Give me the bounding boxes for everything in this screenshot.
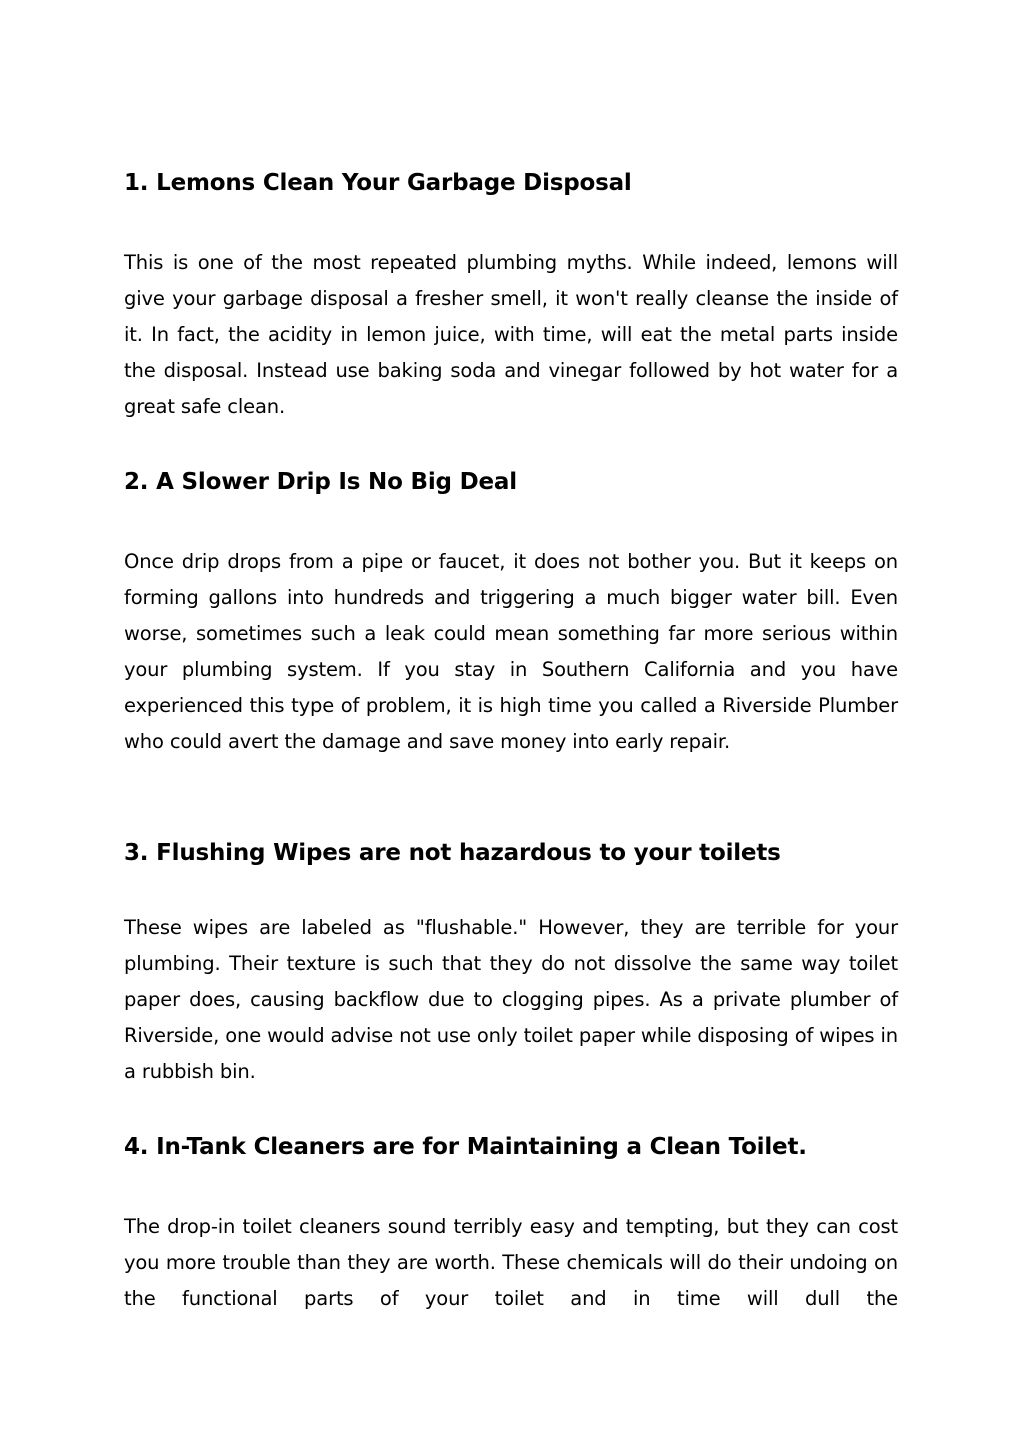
section-body-in-tank-cleaners: The drop-in toilet cleaners sound terribly easy and tempting, but they can cost you more trouble than they are worth. These chemicals will do their undoing on the functional parts of your toilet and in time will dull the: [124, 1215, 898, 1310]
section-body-lemons: This is one of the most repeated plumbing myths. While indeed, lemons will give your garbage disposal a fresher smell, it won't really cleanse the inside of it. In fact, the acidity in lemon juice, with time, will eat the metal parts inside the disposal. Instead use baking soda and vinegar followed by hot water for a great safe clean.: [124, 251, 898, 418]
section-body-slower-drip: Once drip drops from a pipe or faucet, it does not bother you. But it keeps on forming gallons into hundreds and triggering a much bigger water bill. Even worse, sometimes such a leak could mean something far more serious within your plumbing system. If you stay in Southern California and you have experienced this type of problem, it is high time you called a Riverside Plumber who could avert the damage and save money into early repair.: [124, 550, 898, 753]
section-heading-flushing-wipes: 3. Flushing Wipes are not hazardous to your toilets: [124, 840, 781, 866]
section-heading-in-tank-cleaners: 4. In-Tank Cleaners are for Maintaining a Clean Toilet.: [124, 1134, 807, 1160]
section-heading-slower-drip: 2. A Slower Drip Is No Big Deal: [124, 469, 517, 495]
section-body-flushing-wipes: These wipes are labeled as "flushable." However, they are terrible for your plumbing. Their texture is such that they do not dissolve the same way toilet paper does, causing backflow due to clogging pipes. As a private plumber of Riverside, one would advise not use only toilet paper while disposing of wipes in a rubbish bin.: [124, 916, 898, 1083]
section-heading-lemons: 1. Lemons Clean Your Garbage Disposal: [124, 170, 632, 196]
